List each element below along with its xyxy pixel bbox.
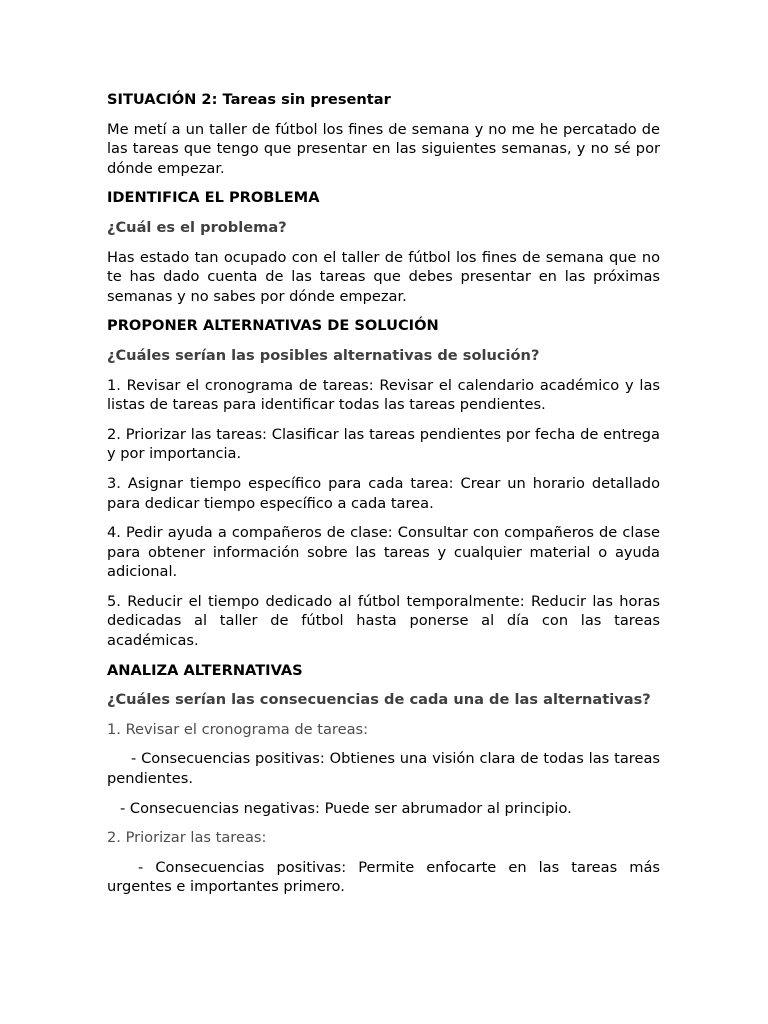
propose-item-4: 4. Pedir ayuda a compañeros de clase: Consultar con compañeros de clase para obtener información sobre las tareas y cualquier material o ayuda adicional.	[107, 524, 660, 581]
analyze-question: ¿Cuáles serían las consecuencias de cada una de las alternativas?	[107, 691, 651, 709]
propose-item-3: 3. Asignar tiempo específico para cada tarea: Crear un horario detallado para dedicar tiempo específico a cada tarea.	[107, 474, 660, 512]
propose-heading: PROPONER ALTERNATIVAS DE SOLUCIÓN	[107, 317, 439, 335]
identify-heading: IDENTIFICA EL PROBLEMA	[107, 189, 320, 207]
identify-answer: Has estado tan ocupado con el taller de fútbol los fines de semana que no te has dado cuenta de las tareas que debes presentar en las próximas semanas y no sabes por dónde empezar.	[107, 248, 660, 305]
alt1-positive: - Consecuencias positivas: Obtienes una visión clara de todas las tareas pendientes.	[107, 750, 660, 788]
alt2-positive: - Consecuencias positivas: Permite enfocarte en las tareas más urgentes e importantes primero.	[107, 858, 660, 896]
situation-title: SITUACIÓN 2: Tareas sin presentar	[107, 91, 391, 108]
alt1-title: 1. Revisar el cronograma de tareas:	[107, 720, 369, 738]
alt1-negative: - Consecuencias negativas: Puede ser abrumador al principio.	[120, 799, 572, 817]
propose-item-5: 5. Reducir el tiempo dedicado al fútbol temporalmente: Reducir las horas dedicadas al taller de fútbol hasta ponerse al día con las tareas académicas.	[107, 592, 660, 650]
situation-text: Me metí a un taller de fútbol los fines de semana y no me he percatado de las tareas que tengo que presentar en las siguientes semanas, y no sé por dónde empezar.	[107, 120, 660, 177]
propose-question: ¿Cuáles serían las posibles alternativas de solución?	[107, 346, 540, 364]
alt2-title: 2. Priorizar las tareas:	[107, 829, 267, 847]
propose-item-2: 2. Priorizar las tareas: Clasificar las tareas pendientes por fecha de entrega y por importancia.	[107, 425, 660, 463]
analyze-heading: ANALIZA ALTERNATIVAS	[107, 661, 303, 679]
propose-item-1: 1. Revisar el cronograma de tareas: Revisar el calendario académico y las listas de tareas para identificar todas las tareas pendientes.	[107, 376, 660, 414]
document-page	[107, 90, 660, 907]
identify-question: ¿Cuál es el problema?	[107, 218, 287, 236]
